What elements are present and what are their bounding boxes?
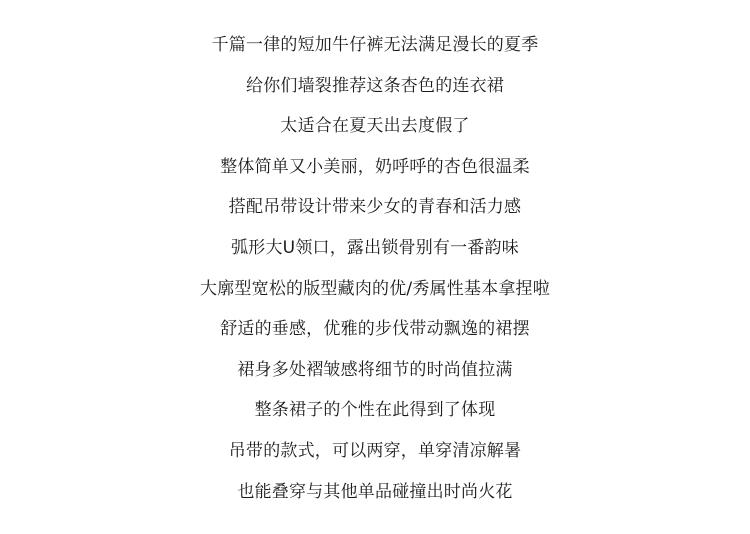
description-line: 也能叠穿与其他单品碰撞出时尚火花: [237, 481, 513, 502]
description-line: 裙身多处褶皱感将细节的时尚值拉满: [237, 359, 513, 380]
description-line: 给你们墙裂推荐这条杏色的连衣裙: [246, 75, 504, 96]
description-line: 弧形大U领口，露出锁骨别有一番韵味: [231, 237, 519, 258]
description-text-block: [0, 29, 750, 516]
description-line: 整条裙子的个性在此得到了体现: [254, 400, 496, 421]
description-line: 舒适的垂感，优雅的步伐带动飘逸的裙摆: [220, 319, 530, 340]
description-line: 大廓型宽松的版型藏肉的优/秀属性基本拿捏啦: [200, 278, 550, 299]
description-line: 整体简单又小美丽，奶呼呼的杏色很温柔: [220, 156, 530, 177]
description-line: 搭配吊带设计带来少女的青春和活力感: [228, 197, 522, 218]
description-line: 吊带的款式，可以两穿，单穿清凉解暑: [228, 440, 522, 461]
description-line: 太适合在夏天出去度假了: [280, 116, 470, 137]
description-line: 千篇一律的短加牛仔裤无法满足漫长的夏季: [211, 35, 539, 55]
